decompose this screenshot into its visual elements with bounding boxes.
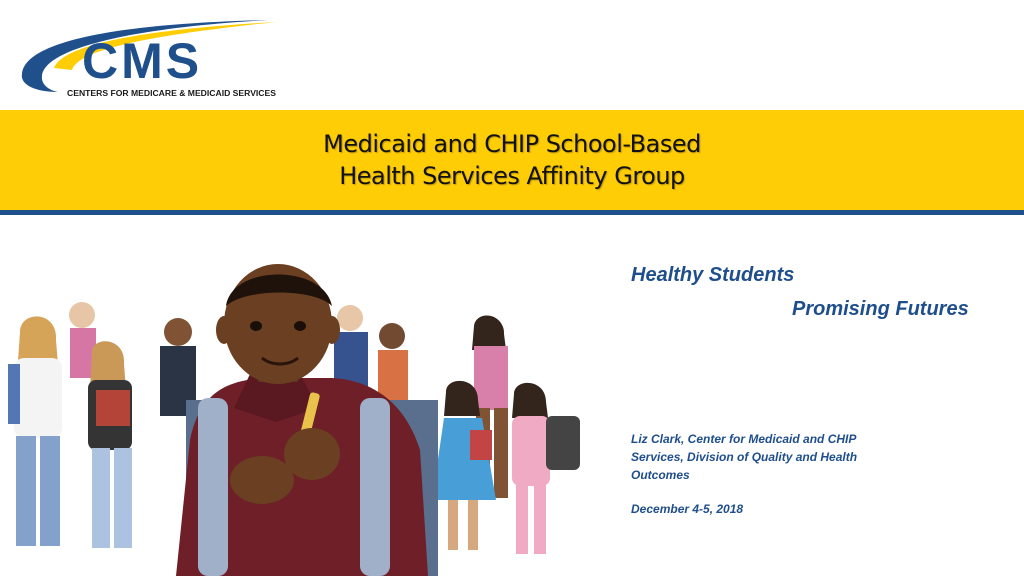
cms-logo-acronym: CMS: [82, 33, 203, 89]
slide-title-line-2: Health Services Affinity Group: [339, 162, 685, 190]
cms-logo: [14, 16, 324, 100]
slide-title-line-1: Medicaid and CHIP School-Based: [323, 130, 701, 158]
tagline-promising-futures: Promising Futures: [792, 298, 969, 320]
cms-logo-tagline: CENTERS FOR MEDICARE & MEDICAID SERVICES: [67, 88, 276, 98]
students-photo: [0, 240, 600, 576]
presentation-date: December 4-5, 2018: [631, 502, 744, 516]
tagline-healthy-students: Healthy Students: [631, 264, 795, 286]
presenter-info: Liz Clark, Center for Medicaid and CHIP Services, Division of Quality and Health Outcomes: [631, 432, 858, 482]
title-banner: [0, 110, 1024, 215]
